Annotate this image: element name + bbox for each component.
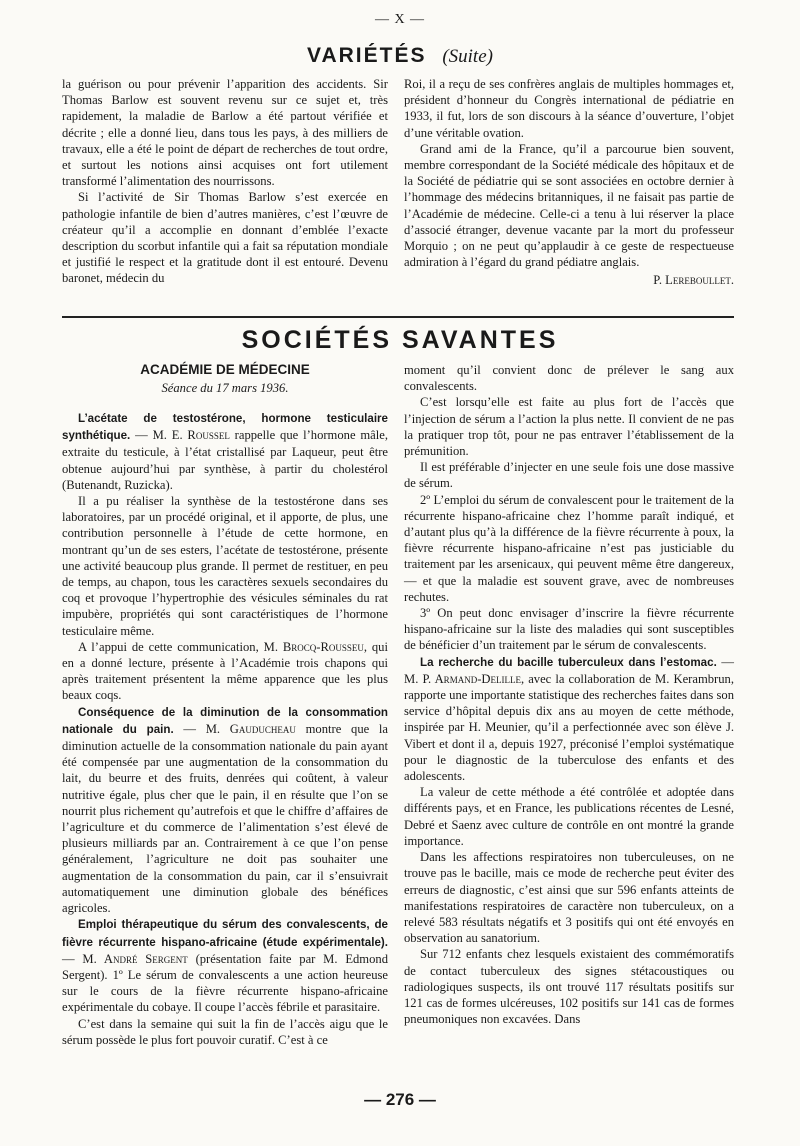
paragraph: Grand ami de la France, qu’il a parcourue bien souvent, membre correspondant de la Société médicale des hôpitaux et de la Société de pédiatrie qui se sont associées en octobre dernier à l’hommage des médecins britanniques, il ne faisait pas partie de l’Académie de médecine. Celle-ci a tenu à lui réserver la place d’associé étranger, devenue vacante par la mort du professeur Morquio ; on ne peut qu’applaudir à ce geste de respectueuse admiration à l’égard du grand pédiatre anglais.	[404, 141, 734, 270]
paragraph: Roi, il a reçu de ses confrères anglais de multiples hommages et, président d’honneur du Congrès international de pédiatrie en 1933, il fut, lors de son discours à la séance d’ouverture, l’objet d’une véritable ovation.	[404, 77, 734, 140]
paragraph-text: rappelle que l’hormone mâle, extraite du testicule, à l’état cristallisé par Laqueur, peut être obtenue aujourd’hui par synthèse, à partir du cholestérol (Butenandt, Ruzicka).	[62, 428, 388, 492]
section-heading-varietes	[0, 44, 800, 68]
paragraph-text: A l’appui de cette communication,	[78, 639, 264, 654]
paragraph: moment qu’il convient donc de prélever le sang aux convalescents.	[404, 363, 734, 394]
paragraph: Si l’activité de Sir Thomas Barlow s’est exercée en pathologie infantile de bien d’autres manières, c’est l’œuvre de créateur qu’il a accomplie en donnant d’emblée l’exacte description du scorbut infantile qui a fait sa réputation mondiale et justifié le respect et la gratitude dont il est entouré. Devenu baronet, médecin du	[62, 190, 388, 286]
session-date: Séance du 17 mars 1936.	[161, 381, 289, 395]
communication-title: Conséquence de la diminution de la consommation nationale du pain.	[62, 705, 388, 736]
societes-right-column	[404, 362, 734, 1027]
paragraph	[62, 639, 388, 704]
paragraph: La valeur de cette méthode a été contrôlée et adoptée dans différents pays, et en France, les publications récentes de Lesné, Debré et Saenz avec culture de contrôle en ont montré la grande importance.	[404, 785, 734, 848]
paragraph: la guérison ou pour prévenir l’apparition des accidents. Sir Thomas Barlow est souvent revenu sur ce sujet et, très rapidement, la maladie de Barlow a été partout vérifiée et décrite ; elle a donné lieu, dans tous les pays, à des milliers de travaux, elle a été le point de départ de recherches de tout ordre, et surtout les notions ainsi acquises ont fort utilement transformé l’alimentation des nourrissons.	[62, 77, 388, 189]
paragraph: Il a pu réaliser la synthèse de la testostérone dans ses laboratoires, par un procédé original, et il apporte, de plus, une contribution personnelle à l’étude de cette hormone, en montrant qu’un de ses esters, l’acétate de testostérone, présente une activité beaucoup plus grande. Il permet de restituer, en peu de temps, au chapon, tous les caractères sexuels secondaires du coq et provoque l’hypertrophie des vésicules séminales du rat impubère, propriétés qui sont caractéristiques de l’hormone testiculaire même.	[62, 494, 388, 638]
communication-title: La recherche du bacille tuberculeux dans l’estomac.	[420, 655, 717, 669]
author: M. Gauducheau	[205, 721, 296, 736]
varietes-left-column	[62, 76, 388, 287]
page-number: — 276 —	[364, 1090, 436, 1109]
communication-title: Emploi thérapeutique du sérum des convalescents, de fièvre récurrente hispano-africaine (étude expérimentale).	[62, 918, 388, 949]
communication-title: L’acétate de testostérone, hormone testiculaire synthétique.	[62, 412, 388, 443]
communication-pain: Conséquence de la diminution de la consommation nationale du pain. — M. Gauducheau montre que la diminution actuelle de la consommation nationale du pain ayant été compensée par une augmentation de la consommation du lait, du beurre et des fruits, denrées qui coûtent, à valeur nutritive égale, plus cher que le pain, il en résulte que l’on se nourrit plus richement qu’autrefois et que le chiffre d’affaires de l’agriculture et du commerce de l’alimentation s’est élevé de plusieurs milliards par an. Contrairement à ce que l’on pense généralement, l’agriculture ne doit pas souhaiter une augmentation de la consommation du pain, car il s’ensuivrait automatiquement une diminution globale des bénéfices agricoles.	[62, 705, 389, 916]
paragraph: Il est préférable d’injecter en une seule fois une dose massive de sérum.	[404, 460, 734, 491]
author: M. P. Armand-Delille	[404, 671, 521, 686]
societes-savantes-title: SOCIÉTÉS SAVANTES	[241, 326, 559, 354]
communication-serum: Emploi thérapeutique du sérum des convalescents, de fièvre récurrente hispano-africaine (étude expérimentale). — M. André Sergent (présentation faite par M. Edmond Sergent). 1º Le sérum de convalescents a une action heureuse sur le cours de la fièvre récurrente hispano-africaine expérimentale du cobaye. Il coupe l’accès fébrile et parasitaire.	[62, 918, 388, 1015]
paragraph: 3º On peut donc envisager d’inscrire la fièvre récurrente hispano-africaine sur la liste des maladies qui sont susceptibles de bénéficier d’un traitement par le sérum de convalescents.	[404, 606, 734, 653]
paragraph-text: , qui en a donné lecture, présente à l’Académie trois chapons qui après traitement présentent la même apparence que les plus beaux coqs.	[62, 639, 388, 703]
academy-heading: ACADÉMIE DE MÉDECINE	[140, 362, 310, 377]
signature: P. Lereboullet.	[653, 273, 734, 288]
paragraph: 2º L’emploi du sérum de convalescent pour le traitement de la récurrente hispano-africaine chez l’homme paraît indiqué, et d’autant plus qu’à la différence de la fièvre récurrente à poux, la fièvre récurrente hispano-africaine n’est pas justiciable du traitement par les arsenicaux, qui peuvent même être dangereux, — et que la maladie est souvent grave, avec de nombreuses rechutes.	[404, 492, 734, 604]
varietes-right-column	[404, 76, 734, 289]
paragraph-text: montre que la diminution actuelle de la consommation nationale du pain ayant été compensée par une augmentation de la consommation du lait, du beurre et des fruits, denrées qui coûtent, à valeur nutritive égale, plus cher que le pain, il en résulte que l’on se nourrit plus richement qu’autrefois et que le chiffre d’affaires de l’agriculture et du commerce de l’alimentation s’est élevé de plusieurs milliards par an. Contrairement à ce que l’on pense généralement, l’agriculture ne doit pas souhaiter une augmentation de la consommation du pain, car il s’ensuivrait automatiquement une diminution globale des bénéfices agricoles.	[62, 721, 389, 916]
author: M. André Sergent	[82, 951, 188, 966]
societes-left-column	[62, 410, 388, 1048]
section-suite: (Suite)	[442, 46, 493, 67]
communication-testosterone: L’acétate de testostérone, hormone testiculaire synthétique. — M. E. Roussel rappelle que l’hormone mâle, extraite du testicule, à l’état cristallisé par Laqueur, peut être obtenue aujourd’hui par synthèse, à partir du cholestérol (Butenandt, Ruzicka).	[62, 412, 388, 492]
section-divider	[62, 316, 734, 318]
folio: — X —	[374, 12, 426, 27]
section-title: VARIÉTÉS	[307, 44, 427, 67]
paragraph: C’est dans la semaine qui suit la fin de l’accès aigu que le sérum possède le plus fort pouvoir curatif. C’est à ce	[62, 1016, 388, 1047]
author: M. Brocq-Rousseu	[263, 639, 364, 654]
paragraph-text: (présentation faite par M. Edmond Sergent). 1º Le sérum de convalescents a une action heureuse sur le cours de la fièvre récurrente hispano-africaine expérimentale du cobaye. Il coupe l’accès fébrile et parasitaire.	[62, 951, 388, 1015]
paragraph: C’est lorsqu’elle est faite au plus fort de l’accès que l’injection de sérum a l’action la plus nette. Il convient de ne pas la pratiquer trop tôt, pour ne pas entraver l’établissement de la prémunition.	[404, 395, 734, 459]
paragraph: Sur 712 enfants chez lesquels existaient des commémoratifs de contact tuberculeux des signes stétacoustiques ou radiologiques suspects, ils ont trouvé 117 résultats positifs sur 121 cas de formes ulcéreuses, 102 positifs sur 141 cas de formes pneumoniques non excavées. Dans	[404, 947, 734, 1027]
author: M. E. Roussel	[152, 428, 230, 443]
paragraph-text: , avec la collaboration de M. Kerambrun, rapporte une importante statistique des recherches faites dans son service d’hôpital depuis dix ans au moyen de cette méthode, inspirée par H. Meunier, qu’il a perfectionnée avec son élève J. Vibert et dont il a, depuis 1927, préconisé l’emploi systématique pour le diagnostic de la tuberculose des enfants et des adolescents.	[404, 671, 734, 784]
paragraph: Dans les affections respiratoires non tuberculeuses, on ne trouve pas le bacille, mais ce mode de recherche peut éviter des erreurs de diagnostic, c’est ainsi que sur 596 enfants atteints de manifestations respiratoires de caractère non tuberculeux, on a relevé 583 résultats négatifs et 3 positifs qui ont été envoyés en observation au sanatorium.	[404, 850, 734, 946]
communication-bacille: La recherche du bacille tuberculeux dans l’estomac. — M. P. Armand-Delille, avec la collaboration de M. Kerambrun, rapporte une importante statistique des recherches faites dans son service d’hôpital depuis dix ans au moyen de cette méthode, inspirée par H. Meunier, qu’il a perfectionnée avec son élève J. Vibert et dont il a, depuis 1927, préconisé l’emploi systématique pour le diagnostic de la tuberculose des enfants et des adolescents.	[404, 654, 735, 784]
